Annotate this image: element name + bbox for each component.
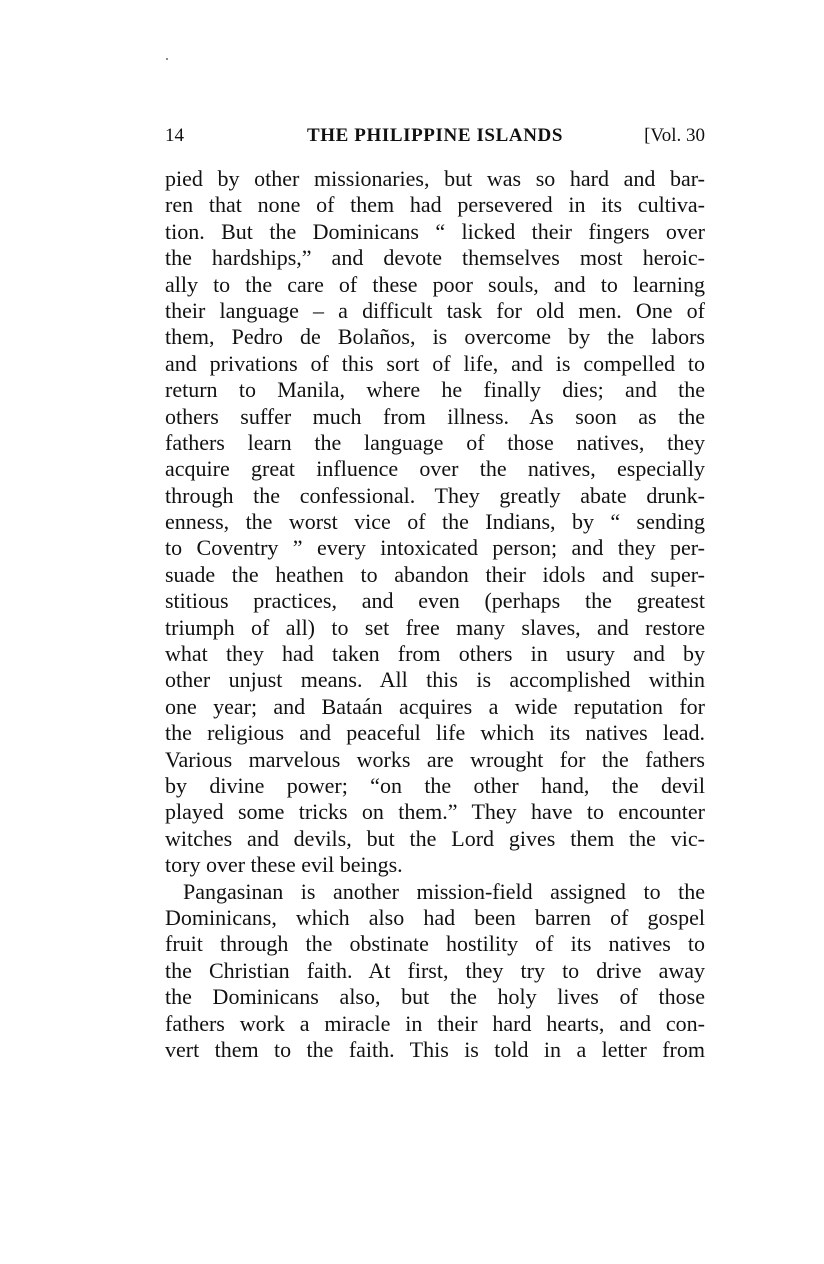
text-line: enness, the worst vice of the Indians, by “ sending xyxy=(165,509,705,535)
paragraph-1 xyxy=(165,166,705,879)
text-line: the Christian faith. At first, they try to drive away xyxy=(165,957,705,983)
text-line: by divine power; “on the other hand, the devil xyxy=(165,772,705,798)
text-line: the hardships,” and devote themselves most heroic- xyxy=(165,245,705,271)
text-line: other unjust means. All this is accomplished within xyxy=(165,667,705,693)
text-line: Dominicans, which also had been barren of gospel xyxy=(165,904,705,930)
text-line: return to Manila, where he finally dies; and the xyxy=(165,377,705,403)
text-line: their language – a difficult task for old men. One of xyxy=(165,297,705,323)
text-line: ren that none of them had persevered in its cultiva- xyxy=(165,192,705,218)
text-line: fathers work a miracle in their hard hearts, and con- xyxy=(165,1010,705,1036)
text-line: them, Pedro de Bolaños, is overcome by the labors xyxy=(165,324,705,350)
text-line: ally to the care of these poor souls, and to learning xyxy=(165,271,705,297)
text-line: suade the heathen to abandon their idols and super- xyxy=(165,561,705,587)
text-line: one year; and Bataán acquires a wide reputation for xyxy=(165,693,705,719)
running-title: THE PHILIPPINE ISLANDS xyxy=(306,125,564,146)
text-line: fathers learn the language of those natives, they xyxy=(165,429,705,455)
paragraph-2 xyxy=(165,879,705,1064)
page-number: 14 xyxy=(165,125,184,146)
text-line: Pangasinan is another mission-field assigned to the xyxy=(183,878,705,904)
body-text xyxy=(165,166,705,1063)
text-line: the religious and peaceful life which its natives lead. xyxy=(165,720,705,746)
text-line: and privations of this sort of life, and is compelled to xyxy=(165,350,705,376)
text-line: what they had taken from others in usury and by xyxy=(165,641,705,667)
text-line: through the confessional. They greatly abate drunk- xyxy=(165,482,705,508)
text-line: played some tricks on them.” They have to encounter xyxy=(165,799,705,825)
text-line: pied by other missionaries, but was so hard and bar- xyxy=(165,166,705,191)
text-line: tion. But the Dominicans “ licked their fingers over xyxy=(165,218,705,244)
text-line: vert them to the faith. This is told in a letter from xyxy=(165,1036,705,1062)
volume-label: [Vol. 30 xyxy=(644,125,705,146)
text-line: witches and devils, but the Lord gives them the vic- xyxy=(165,825,705,851)
text-line: to Coventry ” every intoxicated person; and they per- xyxy=(165,535,705,561)
text-line: tory over these evil beings. xyxy=(165,852,403,878)
page-header xyxy=(165,122,705,150)
text-line: acquire great influence over the natives, especially xyxy=(165,456,705,482)
page-speck xyxy=(166,58,168,60)
text-line: the Dominicans also, but the holy lives of those xyxy=(165,984,705,1010)
text-line: others suffer much from illness. As soon as the xyxy=(165,403,705,429)
text-line: fruit through the obstinate hostility of its natives to xyxy=(165,931,705,957)
text-line: triumph of all) to set free many slaves, and restore xyxy=(165,614,705,640)
text-line: stitious practices, and even (perhaps the greatest xyxy=(165,588,705,614)
text-line: Various marvelous works are wrought for the fathers xyxy=(165,746,705,772)
